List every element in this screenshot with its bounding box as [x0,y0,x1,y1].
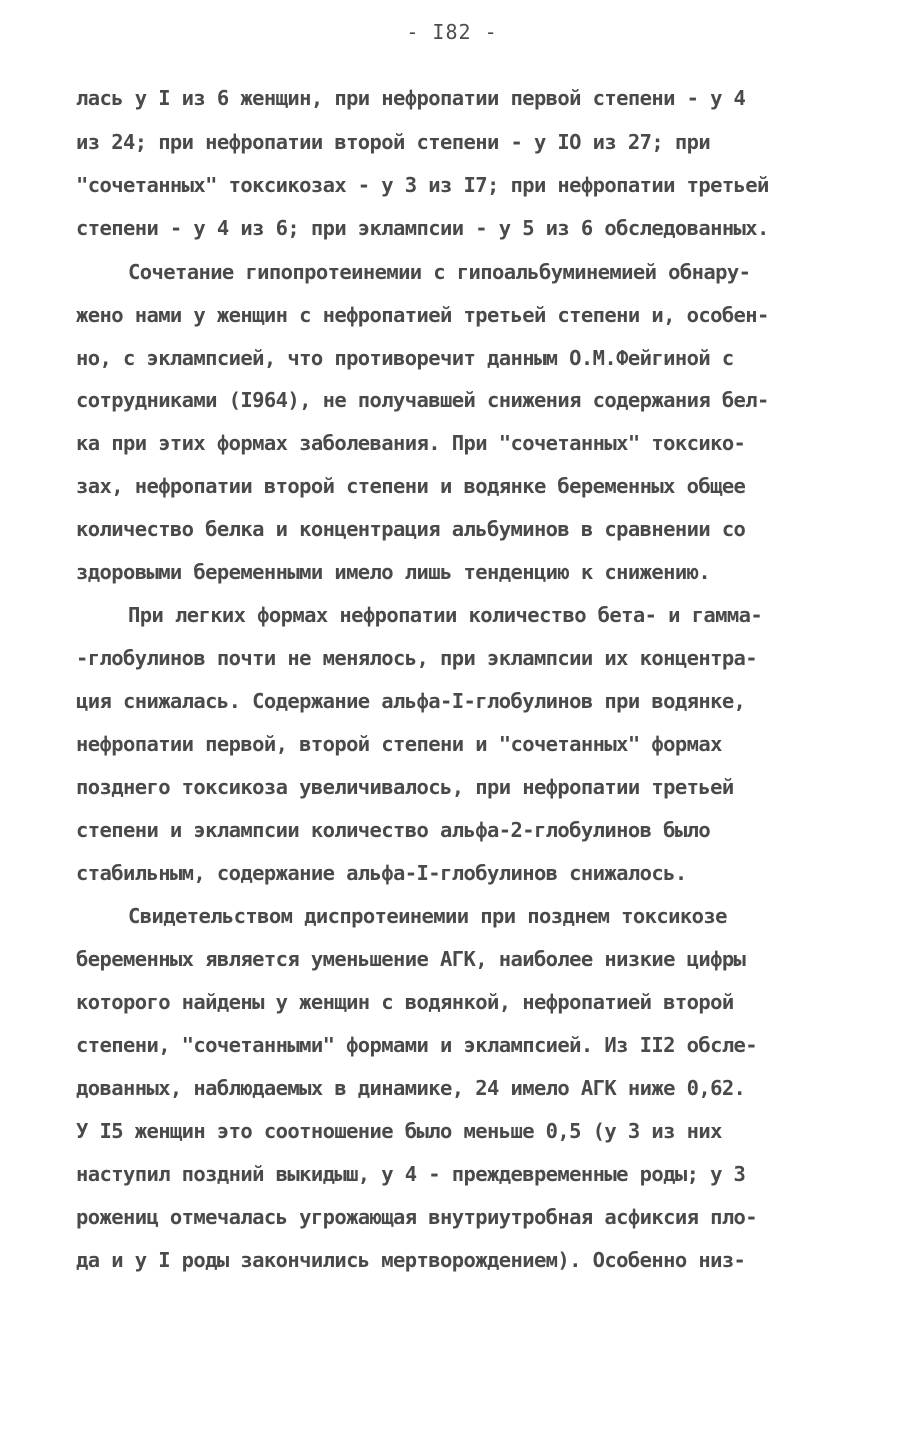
text-line: Свидетельством диспротеинемии при позднем токсикозе [128,904,727,928]
text-line: ка при этих формах заболевания. При "сочетанных" токсико- [76,431,746,455]
text-line: которого найдены у женщин с водянкой, нефропатией второй [76,990,734,1014]
text-line: но, с эклампсией, что противоречит данным О.М.Фейгиной с [76,346,734,370]
text-line: степени - у 4 из 6; при эклампсии - у 5 из 6 обследованных. [76,216,769,240]
text-line: из 24; при нефропатии второй степени - у IO из 27; при [76,130,711,154]
text-line: позднего токсикоза увеличивалось, при нефропатии третьей [76,775,734,799]
text-line: дованных, наблюдаемых в динамике, 24 имело АГК ниже 0,62. [76,1076,746,1100]
text-line: стабильным, содержание альфа-I-глобулинов снижалось. [76,861,687,885]
text-line: ция снижалась. Содержание альфа-I-глобулинов при водянке, [76,689,746,713]
text-line: степени, "сочетанными" формами и эклампсией. Из II2 обсле- [76,1033,758,1057]
text-line: беременных является уменьшение АГК, наиболее низкие цифры [76,947,746,971]
page-number: - I82 - [406,20,498,44]
text-line: При легких формах нефропатии количество бета- и гамма- [128,603,763,627]
text-line: нефропатии первой, второй степени и "сочетанных" формах [76,732,722,756]
text-line: жено нами у женщин с нефропатией третьей степени и, особен- [76,303,769,327]
text-line: количество белка и концентрация альбуминов в сравнении со [76,517,746,541]
text-line: рожениц отмечалась угрожающая внутриутробная асфиксия пло- [76,1205,758,1229]
text-line: зах, нефропатии второй степени и водянке беременных общее [76,474,746,498]
text-line: Сочетание гипопротеинемии с гипоальбуминемией обнару- [128,260,751,284]
text-line: наступил поздний выкидыш, у 4 - преждевременные роды; у 3 [76,1162,746,1186]
text-line: степени и эклампсии количество альфа-2-глобулинов было [76,818,711,842]
text-line: да и у I роды закончились мертворождением). Особенно низ- [76,1248,746,1272]
text-line: -глобулинов почти не менялось, при эклампсии их концентра- [76,646,758,670]
text-line: лась у I из 6 женщин, при нефропатии первой степени - у 4 [76,86,746,110]
text-line: здоровыми беременными имело лишь тенденцию к снижению. [76,560,711,584]
text-line: сотрудниками (I964), не получавшей снижения содержания бел- [76,388,769,412]
text-line: "сочетанных" токсикозах - у 3 из I7; при нефропатии третьей [76,173,769,197]
text-line: У I5 женщин это соотношение было меньше 0,5 (у 3 из них [76,1119,722,1143]
